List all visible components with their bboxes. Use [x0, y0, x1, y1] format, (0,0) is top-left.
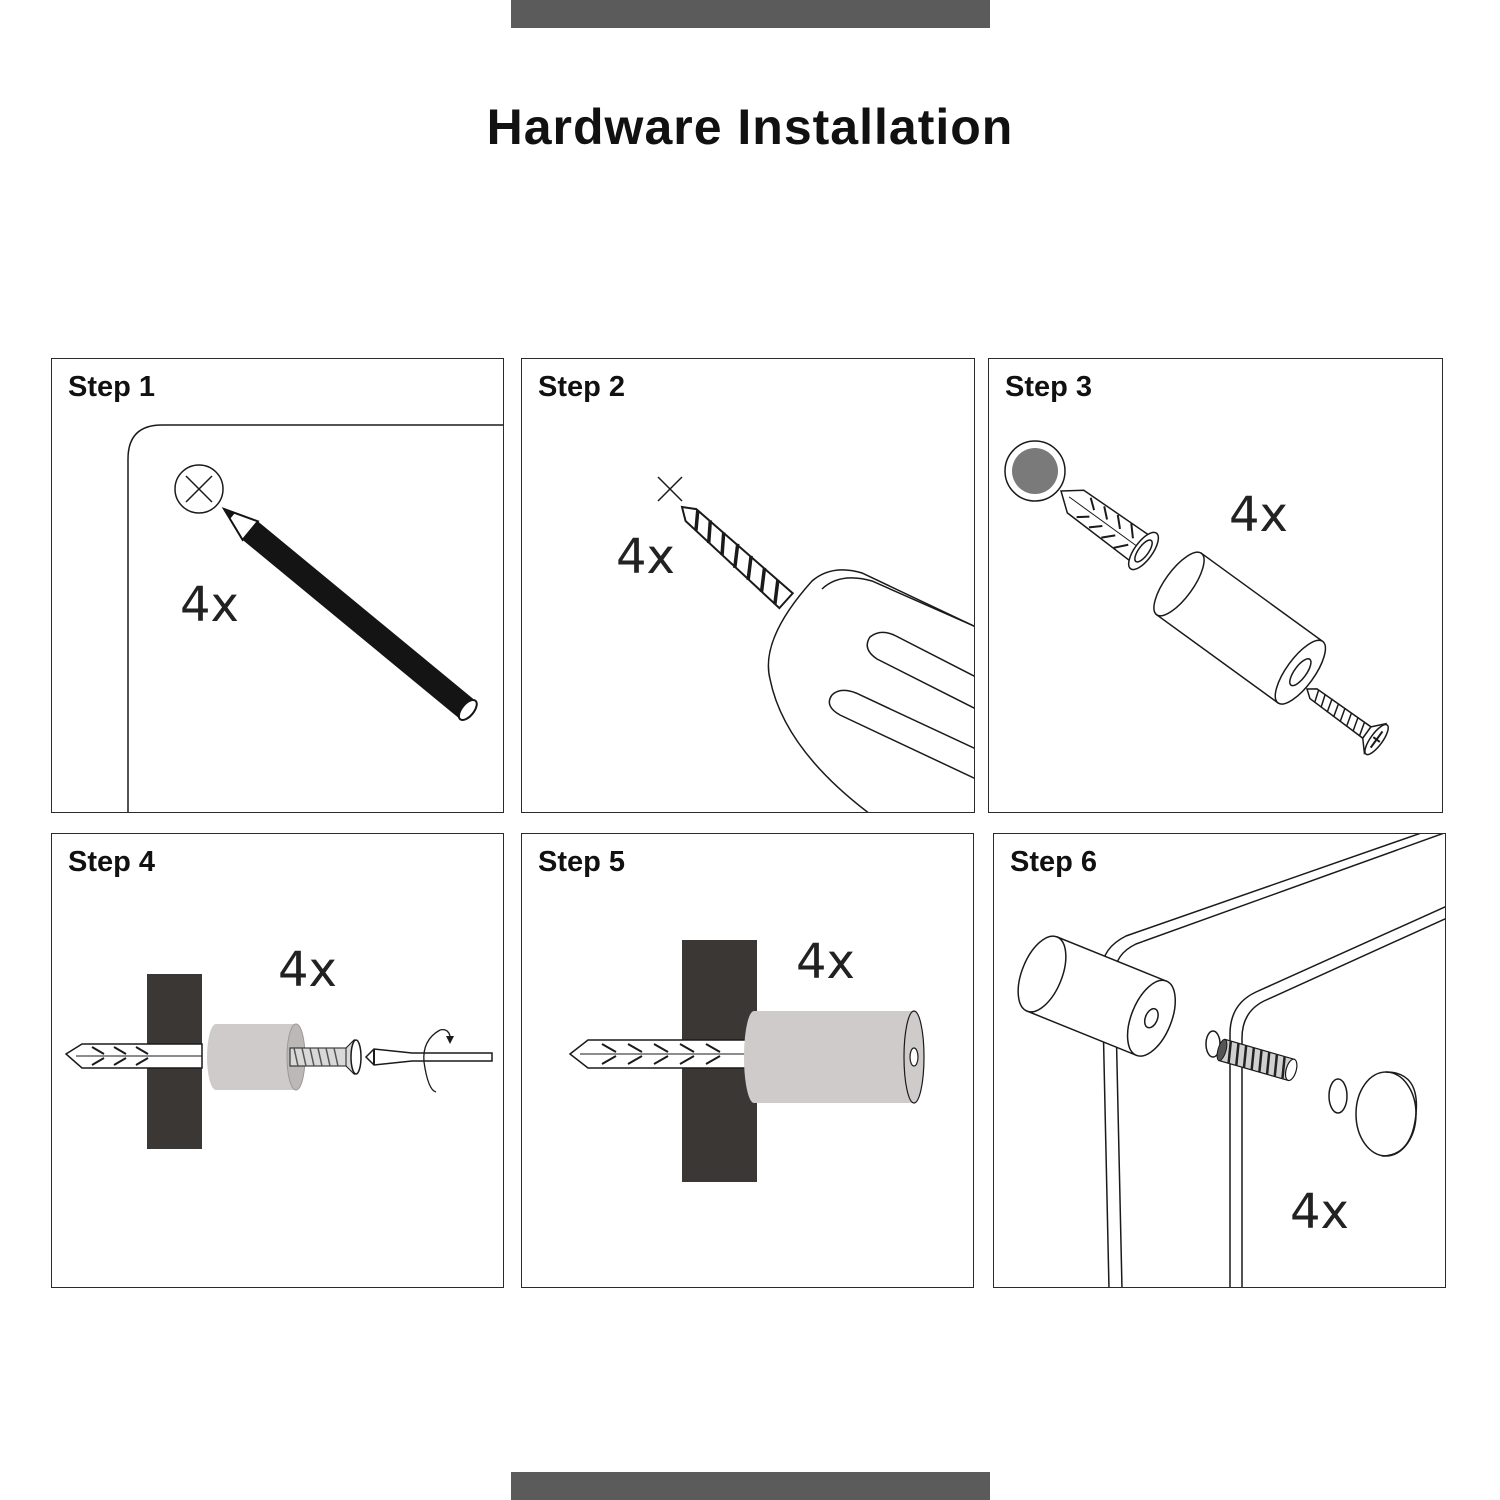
step-5-panel: [521, 833, 974, 1288]
step-6-label: Step 6: [1010, 846, 1098, 878]
step-6-panel: [993, 833, 1446, 1288]
step-2-quantity: 4x: [616, 529, 675, 585]
step-4-quantity: 4x: [278, 942, 337, 998]
pencil-marking-icon: [52, 359, 504, 813]
screwdriver-mounting-icon: [52, 834, 504, 1288]
drill-icon: [522, 359, 975, 813]
step-1-label: Step 1: [68, 371, 156, 403]
step-4-panel: [51, 833, 504, 1288]
step-3-label: Step 3: [1005, 371, 1093, 403]
step-4-label: Step 4: [68, 846, 156, 878]
anchor-standoff-screw-icon: [989, 359, 1443, 813]
step-6-quantity: 4x: [1290, 1184, 1349, 1240]
top-decorative-bar: [511, 0, 990, 28]
step-3-quantity: 4x: [1229, 487, 1288, 543]
step-1-quantity: 4x: [180, 577, 239, 633]
step-3-panel: [988, 358, 1443, 813]
panel-cap-attach-icon: [994, 834, 1446, 1288]
step-2-label: Step 2: [538, 371, 626, 403]
step-5-quantity: 4x: [796, 934, 855, 990]
bottom-decorative-bar: [511, 1472, 990, 1500]
page-title: Hardware Installation: [486, 99, 1014, 155]
step-2-panel: [521, 358, 975, 813]
step-1-panel: [51, 358, 504, 813]
mounted-standoff-icon: [522, 834, 974, 1288]
step-5-label: Step 5: [538, 846, 626, 878]
